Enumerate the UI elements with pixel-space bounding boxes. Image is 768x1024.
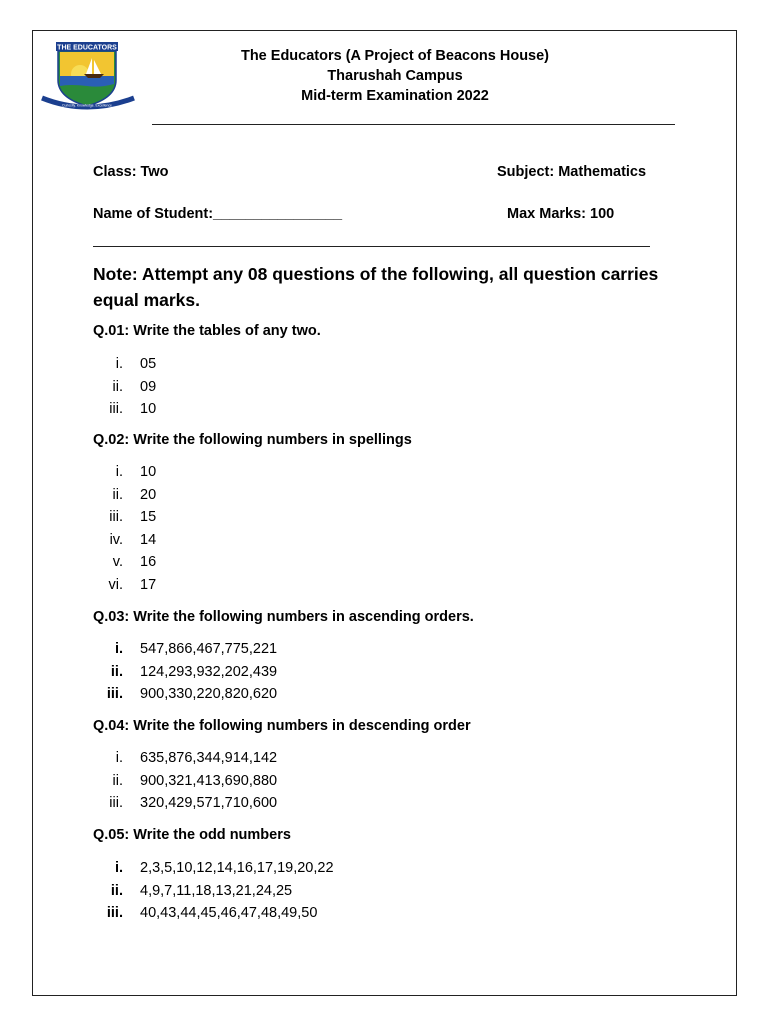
question-title: Q.01: Write the tables of any two. xyxy=(93,323,321,339)
item-value: 320,429,571,710,600 xyxy=(140,795,278,812)
item-number: iii. xyxy=(109,509,123,526)
exam-title: Mid-term Examination 2022 xyxy=(301,88,489,104)
instructions-note: Note: Attempt any 08 questions of the following, all question carries equal marks. xyxy=(93,264,659,310)
item-value: 10 xyxy=(140,464,157,480)
item-number: ii. xyxy=(112,378,123,395)
item-value: 16 xyxy=(140,554,157,571)
item-value: 40,43,44,45,46,47,48,49,50 xyxy=(140,905,318,922)
item-number: vi. xyxy=(108,576,123,593)
item-number: ii. xyxy=(112,772,123,789)
school-logo xyxy=(40,40,136,112)
item-number: iii. xyxy=(106,686,123,703)
item-number: iv. xyxy=(109,531,123,548)
item-number: i. xyxy=(114,860,123,876)
item-value: 14 xyxy=(140,531,157,548)
logo-motto: Curiosity. Knowledge. Excellence xyxy=(62,103,112,108)
item-value: 547,866,467,775,221 xyxy=(140,641,278,657)
class-label: Class: Two xyxy=(93,164,169,180)
exam-header xyxy=(150,46,640,106)
item-value: 20 xyxy=(140,486,157,503)
item-number: i. xyxy=(114,641,123,657)
item-value: 17 xyxy=(140,576,157,593)
question-title: Q.05: Write the odd numbers xyxy=(93,827,291,843)
item-number: i. xyxy=(115,750,123,766)
campus-name: Tharushah Campus xyxy=(327,68,463,84)
header-divider xyxy=(152,124,675,125)
item-number: iii. xyxy=(106,905,123,922)
item-number: ii. xyxy=(110,663,123,680)
item-value: 09 xyxy=(140,378,157,395)
item-value: 124,293,932,202,439 xyxy=(140,663,278,680)
item-number: iii. xyxy=(109,401,123,418)
max-marks-label: Max Marks: 100 xyxy=(507,206,615,222)
item-value: 15 xyxy=(140,509,157,526)
logo-banner-text: THE EDUCATORS xyxy=(57,44,117,52)
item-value: 05 xyxy=(140,356,157,372)
item-number: ii. xyxy=(110,882,123,899)
school-name: The Educators (A Project of Beacons House) xyxy=(240,48,550,64)
item-number: iii. xyxy=(109,795,123,812)
item-value: 2,3,5,10,12,14,16,17,19,20,22 xyxy=(140,860,334,876)
subject-label: Subject: Mathematics xyxy=(497,164,647,180)
item-number: ii. xyxy=(112,486,123,503)
question-title: Q.03: Write the following numbers in ascending orders. xyxy=(93,609,474,625)
item-number: i. xyxy=(115,356,123,372)
item-value: 900,330,220,820,620 xyxy=(140,686,278,703)
item-value: 635,876,344,914,142 xyxy=(140,750,278,766)
student-name-field: Name of Student:________________ xyxy=(93,206,343,222)
item-value: 10 xyxy=(140,401,157,418)
item-value: 4,9,7,11,18,13,21,24,25 xyxy=(140,882,293,899)
question-title: Q.02: Write the following numbers in spellings xyxy=(93,432,412,448)
item-number: v. xyxy=(112,554,123,571)
item-number: i. xyxy=(115,464,123,480)
question-title: Q.04: Write the following numbers in descending order xyxy=(93,718,471,734)
item-value: 900,321,413,690,880 xyxy=(140,772,278,789)
meta-divider xyxy=(93,246,650,247)
